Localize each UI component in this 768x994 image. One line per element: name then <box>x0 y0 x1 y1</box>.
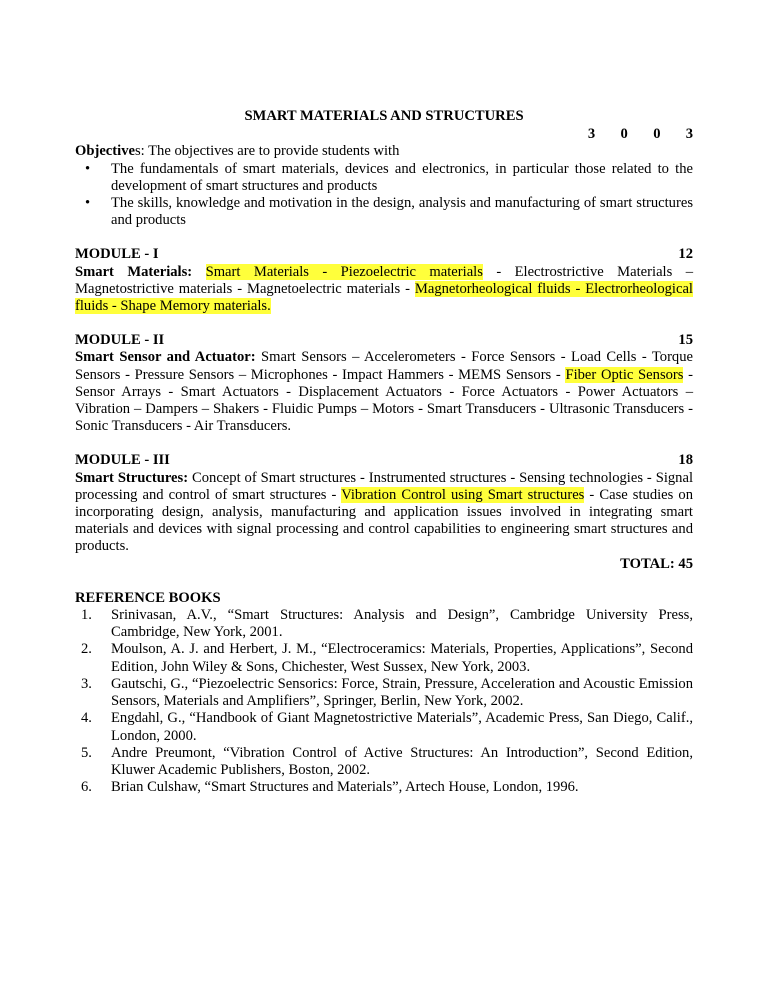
module-1-text: - Electrostrictive Materials – Magnetostrictive materials - Magnetoelectric materials - <box>75 263 693 297</box>
total-hours: TOTAL: 45 <box>620 555 693 572</box>
objective-text: The skills, knowledge and motivation in the design, analysis and manufacturing of smart structures and products <box>111 195 693 229</box>
module-2-text: Smart Sensors – Accelerometers - Force Sensors - Load Cells - Torque Sensors - Pressure Sensors – Microphones - Impact Hammers - MEMS Sensors - <box>75 349 693 383</box>
reference-text: Andre Preumont, “Vibration Control of Active Structures: An Introduction”, Second Edition, Kluwer Academic Publishers, Boston, 2002. <box>111 744 693 778</box>
module-3-text: Concept of Smart structures - Instrumented structures - Sensing technologies - Signal processing and control of smart structures - <box>75 469 693 503</box>
references-list <box>75 607 693 796</box>
module-1-highlight: Smart Materials - <box>205 263 341 280</box>
reference-number: 1. <box>81 607 92 624</box>
reference-text: Brian Culshaw, “Smart Structures and Materials”, Artech House, London, 1996. <box>111 779 579 796</box>
objective-item <box>75 161 693 195</box>
reference-item <box>75 745 693 779</box>
module-1-name: MODULE - I <box>75 246 159 263</box>
course-title: SMART MATERIALS AND STRUCTURES <box>244 108 524 124</box>
credit-practical: 0 <box>653 126 661 143</box>
module-1-text <box>192 264 205 280</box>
module-3-hours: 18 <box>678 452 693 469</box>
module-1-body <box>75 264 693 316</box>
reference-number: 3. <box>81 675 92 692</box>
module-1-hours: 12 <box>678 246 693 263</box>
module-2-heading: Smart Sensor and Actuator: <box>75 349 256 366</box>
spacer <box>75 435 693 452</box>
reference-item <box>75 779 693 796</box>
reference-number: 2. <box>81 641 92 658</box>
module-1-highlight: Piezoelectric materials <box>340 263 483 280</box>
module-1-header <box>75 246 693 263</box>
document-content <box>75 108 693 796</box>
objective-text: The fundamentals of smart materials, devices and electronics, in particular those related to the development of smart structures and products <box>111 160 693 194</box>
reference-text: Srinivasan, A.V., “Smart Structures: Analysis and Design”, Cambridge University Press, Cambridge, New York, 2001. <box>111 607 693 641</box>
module-3-heading: Smart Structures: <box>75 469 189 486</box>
reference-number: 5. <box>81 744 92 761</box>
reference-number: 4. <box>81 710 92 727</box>
reference-item <box>75 607 693 641</box>
objective-item <box>75 195 693 229</box>
spacer <box>75 315 693 332</box>
module-3-highlight: Vibration Control using Smart structures <box>341 486 585 503</box>
module-2-highlight: Fiber Optic Sensors <box>565 366 684 383</box>
objectives-label-rest: s <box>134 143 141 160</box>
module-2-hours: 15 <box>678 332 693 349</box>
objectives-list <box>75 161 693 230</box>
references-heading: REFERENCE BOOKS <box>75 589 221 606</box>
module-2-text: - Sensor Arrays - Smart Actuators - Displacement Actuators - Force Actuators - Power Actuators – Vibration – Dampers – Shakers - Fluidic Pumps – Motors - Smart Transducers - Ultrasonic Transducers - Sonic Transducers - Air Transducers. <box>75 366 694 435</box>
objectives-intro-text: : The objectives are to provide students with <box>140 143 400 160</box>
module-1-highlight: Magnetorheological fluids - Electrorheological fluids - Shape Memory materials. <box>75 280 693 315</box>
module-3-header <box>75 452 693 469</box>
credit-tutorial: 0 <box>620 126 628 143</box>
credit-total: 3 <box>685 126 693 143</box>
objectives-intro <box>75 143 693 160</box>
reference-text: Gautschi, G., “Piezoelectric Sensorics: Force, Strain, Pressure, Acceleration and Acoustic Emission Sensors, Materials and Amplifiers”, Springer, Berlin, New York, 2002. <box>111 675 693 710</box>
reference-number: 6. <box>81 779 92 796</box>
spacer <box>75 229 693 246</box>
module-3-name: MODULE - III <box>75 452 170 469</box>
reference-item <box>75 641 693 675</box>
objectives-label: Objective <box>75 143 135 160</box>
reference-text: Moulson, A. J. and Herbert, J. M., “Electroceramics: Materials, Properties, Applications”, Second Edition, John Wiley & Sons, Chichester, West Sussex, New York, 2003. <box>111 641 693 675</box>
module-1-heading: Smart Materials: <box>75 263 193 280</box>
spacer <box>75 573 693 590</box>
module-3-text: - Case studies on incorporating design, analysis, manufacturing and application issues involved in integrating smart materials and devices with signal processing and control capabilities to engineering smart structures and products. <box>75 486 693 555</box>
credit-lecture: 3 <box>587 126 596 143</box>
bullet-icon: • <box>85 195 91 212</box>
module-2-body <box>75 349 693 435</box>
reference-item <box>75 710 693 744</box>
module-2-header <box>75 332 693 349</box>
bullet-icon: • <box>85 160 91 177</box>
module-3-body <box>75 470 693 556</box>
reference-item <box>75 676 693 710</box>
credits-row <box>75 126 693 143</box>
module-2-name: MODULE - II <box>75 332 165 349</box>
reference-text: Engdahl, G., “Handbook of Giant Magnetostrictive Materials”, Academic Press, San Diego, Calif., London, 2000. <box>111 710 693 744</box>
